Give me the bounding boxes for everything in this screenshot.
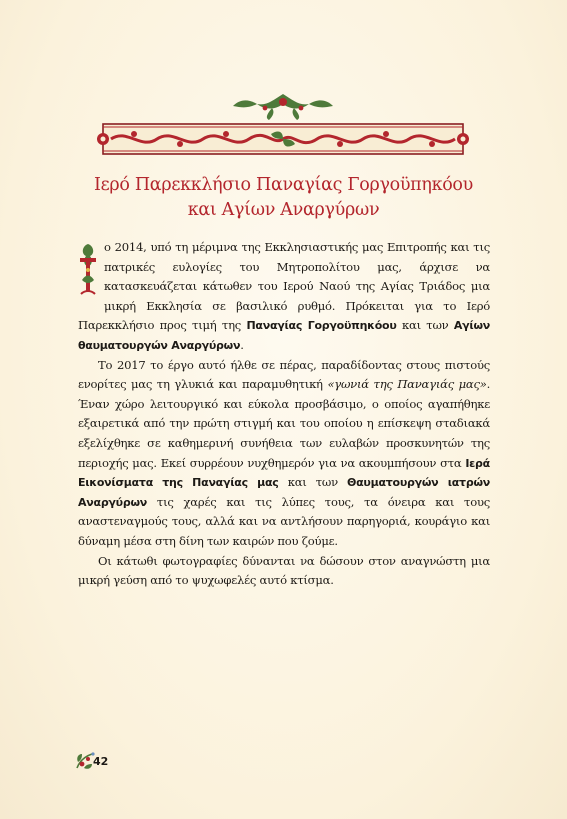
page-number: 42 bbox=[93, 755, 109, 768]
paragraph-1-bold-2: Αγίων θαυματουργών Αναργύρων bbox=[78, 319, 491, 352]
illuminated-letter-icon bbox=[78, 240, 98, 298]
page-title bbox=[80, 173, 487, 223]
paragraph-1-bold-1: Παναγίας Γοργοϋπηκόου bbox=[246, 319, 397, 333]
paragraph-1 bbox=[78, 238, 490, 356]
paragraph-2-italic-1: «γωνιά της Παναγιάς μας» bbox=[327, 377, 487, 392]
paragraph-2-bold-1: Ιερά Εικονίσματα της Παναγίας μας bbox=[78, 456, 490, 490]
paragraph-3-text-1: Οι κάτωθι φωτογραφίες δύνανται να δώσουν στον αναγνώστη μια μικρή γεύση από το ψυχωφελές αυτό κτίσμα. bbox=[78, 553, 490, 588]
paragraph-3 bbox=[78, 552, 490, 591]
paragraph-1-text-3: . bbox=[240, 337, 244, 352]
paragraph-2-text-2: . Έναν χώρο λειτουργικό και εύκολα προσβάσιμο, ο οποίος αγαπήθηκε εξαιρετικά από την πρώτη στιγμή και του οποίου η επίσκεψη σταδιακά εξελίχθηκε σε καθημερινή συνήθεια των ευλαβών προσκυνητών της περιοχής μας. Εκεί συρρέουν νυχθημερόν για να ακουμπήσουν στα bbox=[78, 377, 491, 470]
decorative-floral-band-icon bbox=[97, 90, 469, 164]
paragraph-1-text-1: ο 2014, υπό τη μέριμνα της Εκκλησιαστικής μας Επιτροπής και τις πατρικές ευλογίες του Μητροπολίτου μας, άρχισε να κατασκευάζεται κάτωθεν του Ιερού Ναού της Αγίας Τριάδος μια μικρή Εκκλησία σε βασιλικό ρυθμό. Πρόκειται για το Ιερό Παρεκκλήσιο προς τιμή της bbox=[78, 240, 490, 333]
paragraph-2-text-1: Το 2017 το έργο αυτό ήλθε σε πέρας, παραδίδοντας στους πιστούς ενορίτες μας τη γλυκιά και παραμυθητική bbox=[78, 357, 490, 392]
paragraph-2-bold-2: Θαυματουργών ιατρών Αναργύρων bbox=[78, 476, 490, 509]
title-line-1: Ιερό Παρεκκλήσιο Παναγίας Γοργοϋπηκόου bbox=[93, 175, 474, 195]
title-line-2: και Αγίων Αναργύρων bbox=[187, 200, 380, 220]
paragraph-2 bbox=[78, 356, 490, 552]
paragraph-1-text-2: και των bbox=[396, 318, 454, 333]
body-text bbox=[78, 238, 490, 591]
paragraph-2-text-3: και των bbox=[278, 475, 348, 490]
paragraph-2-text-4: τις χαρές και τις λύπες τους, τα όνειρα και τους αναστεναγμούς τους, αλλά και να αντλήσουν παρηγοριά, κουράγιο και δύναμη μέσα στη δίνη των καιρών που ζούμε. bbox=[78, 494, 490, 548]
